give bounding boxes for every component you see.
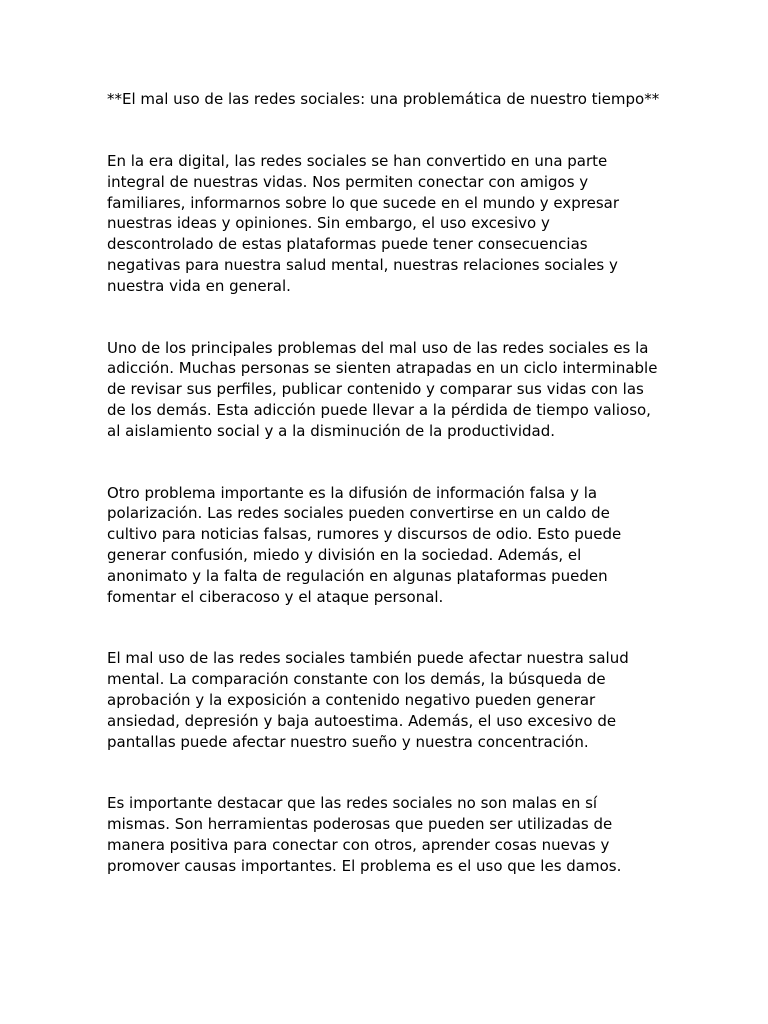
paragraph-line: aprobación y la exposición a contenido negativo pueden generar [107, 690, 596, 709]
paragraph-line: ansiedad, depresión y baja autoestima. Además, el uso excesivo de [107, 711, 617, 730]
paragraph-line: negativas para nuestra salud mental, nuestras relaciones sociales y [107, 255, 618, 274]
paragraph-4 [107, 648, 667, 752]
document-title: **El mal uso de las redes sociales: una problemática de nuestro tiempo** [107, 90, 660, 108]
paragraph-line: fomentar el ciberacoso y el ataque personal. [107, 587, 444, 606]
paragraph-line: En la era digital, las redes sociales se han convertido en una parte [107, 152, 608, 170]
paragraph-line: de los demás. Esta adicción puede llevar a la pérdida de tiempo valioso, [107, 400, 651, 419]
paragraph-line: Uno de los principales problemas del mal uso de las redes sociales es la [107, 338, 649, 357]
document-page [107, 89, 667, 918]
paragraph-line: de revisar sus perfiles, publicar contenido y comparar sus vidas con las [107, 380, 644, 399]
paragraph-line: mismas. Son herramientas poderosas que pueden ser utilizadas de [107, 815, 613, 834]
paragraph-line: Otro problema importante es la difusión de información falsa y la [107, 483, 598, 502]
paragraph-line: descontrolado de estas plataformas puede tener consecuencias [107, 235, 588, 254]
paragraph-line: adicción. Muchas personas se sienten atrapadas en un ciclo interminable [107, 359, 658, 378]
paragraph-line: mental. La comparación constante con los demás, la búsqueda de [107, 670, 606, 689]
paragraph-line: nuestra vida en general. [107, 276, 291, 295]
paragraph-line: familiares, informarnos sobre lo que sucede en el mundo y expresar [107, 193, 620, 212]
paragraph-line: pantallas puede afectar nuestro sueño y nuestra concentración. [107, 732, 589, 751]
paragraph-line: anonimato y la falta de regulación en algunas plataformas pueden [107, 566, 608, 585]
paragraph-1 [107, 151, 667, 297]
paragraph-line: promover causas importantes. El problema es el uso que les damos. [107, 856, 622, 875]
paragraph-line: integral de nuestras vidas. Nos permiten conectar con amigos y [107, 172, 589, 191]
paragraph-line: manera positiva para conectar con otros, aprender cosas nuevas y [107, 835, 610, 854]
paragraph-line: al aislamiento social y a la disminución de la productividad. [107, 421, 555, 440]
paragraph-line: Es importante destacar que las redes sociales no son malas en sí [107, 794, 598, 813]
paragraph-line: nuestras ideas y opiniones. Sin embargo, el uso excesivo y [107, 214, 550, 233]
paragraph-5 [107, 793, 667, 876]
paragraph-2 [107, 338, 667, 442]
paragraph-line: polarización. Las redes sociales pueden convertirse en un caldo de [107, 504, 610, 523]
paragraph-3 [107, 483, 667, 608]
paragraph-line: generar confusión, miedo y división en la sociedad. Además, el [107, 545, 582, 564]
document-body [107, 151, 667, 877]
paragraph-line: cultivo para noticias falsas, rumores y discursos de odio. Esto puede [107, 525, 622, 544]
paragraph-line: El mal uso de las redes sociales también puede afectar nuestra salud [107, 649, 629, 668]
